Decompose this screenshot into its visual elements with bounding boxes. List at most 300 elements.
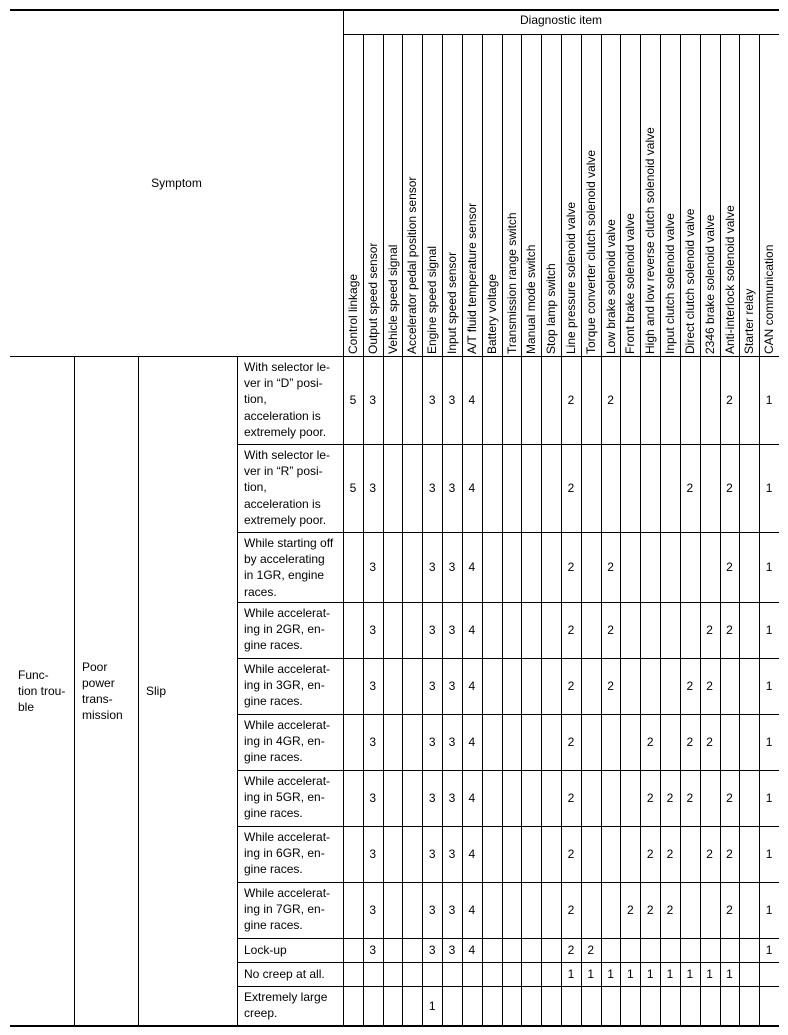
value-cell [343,714,363,770]
table-rule [237,882,779,883]
value-cell [759,962,779,986]
value-cell [343,658,363,714]
value-cell [521,826,541,882]
value-cell [640,658,660,714]
value-cell [620,770,640,826]
value-cell: 2 [646,847,654,861]
value-cell [383,356,403,444]
table-rule [541,34,542,1026]
value-cell: 1 [587,967,595,981]
value-cell [660,714,680,770]
column-header [561,34,581,356]
value-cell [541,658,561,714]
value-cell: 3 [369,847,377,861]
value-cell: 5 [349,481,357,495]
value-cell [720,986,740,1026]
value-cell [482,882,502,938]
table-rule [237,444,779,445]
column-header-label: Anti-interlock solenoid valve [722,205,737,354]
value-cell [739,602,759,658]
value-cell [383,714,403,770]
value-cell: 1 [765,847,773,861]
value-cell [601,444,621,532]
column-header-label: Front brake solenoid valve [623,213,638,354]
value-cell [700,356,720,444]
value-cell: 2 [567,481,575,495]
value-cell [521,532,541,602]
value-cell [482,938,502,962]
value-cell: 1 [765,560,773,574]
value-cell [383,602,403,658]
value-cell [660,986,680,1026]
column-header-label: Battery voltage [484,273,499,354]
value-cell [640,986,660,1026]
value-cell: 4 [468,679,476,693]
value-cell [383,770,403,826]
value-cell [700,532,720,602]
value-cell: 1 [765,481,773,495]
value-cell: 2 [567,791,575,805]
value-cell: 3 [428,481,436,495]
value-cell [739,770,759,826]
value-cell [363,986,383,1026]
value-cell [482,986,502,1026]
value-cell: 2 [726,791,733,805]
category-slip: Slip [146,684,167,698]
table-rule [422,34,423,1026]
value-cell [383,444,403,532]
column-header-label: Accelerator pedal position sensor [405,176,420,354]
value-cell [383,532,403,602]
value-cell [640,356,660,444]
value-cell [521,938,541,962]
table-rule [343,10,344,1026]
table-rule [237,714,779,715]
value-cell [680,882,700,938]
value-cell [581,986,601,1026]
value-cell [620,658,640,714]
value-cell: 3 [428,943,436,957]
value-cell [502,602,522,658]
table-rule [482,34,483,1026]
value-cell: 3 [369,560,377,574]
value-cell: 4 [468,623,476,637]
table-rule [10,356,779,357]
column-header-label: Starter relay [742,288,757,354]
column-header [759,34,779,356]
diagnostic-item-header: Diagnostic item [519,13,603,27]
table-rule [237,938,779,939]
column-header-label: Vehicle speed signal [385,244,400,354]
value-cell: 1 [765,791,773,805]
value-cell: 2 [726,623,733,637]
value-cell [383,938,403,962]
symptom-cell: No creep at all. [244,966,325,981]
value-cell: 4 [468,481,476,495]
value-cell [581,658,601,714]
value-cell: 2 [607,560,614,574]
value-cell [561,986,581,1026]
value-cell [640,444,660,532]
column-header-label: CAN communication [762,244,777,354]
value-cell [502,882,522,938]
column-header [343,34,363,356]
category-poor-power-transmission: Poor power trans- mission [82,660,123,722]
table-rule [660,34,661,1026]
value-cell [541,444,561,532]
value-cell [343,826,363,882]
value-cell: 4 [468,903,476,917]
symptom-cell: While accelerat- ing in 2GR, en- gine races. [244,606,331,653]
table-rule [237,770,779,771]
value-cell: 4 [468,393,476,407]
value-cell [739,962,759,986]
column-header [680,34,700,356]
value-cell [521,602,541,658]
symptom-header: Symptom [151,176,202,190]
value-cell [363,962,383,986]
value-cell [660,444,680,532]
value-cell [739,986,759,1026]
value-cell [402,532,422,602]
value-cell [402,962,422,986]
table-rule [620,34,621,1026]
value-cell [601,826,621,882]
table-rule [237,658,779,659]
value-cell: 2 [686,481,694,495]
value-cell [620,602,640,658]
value-cell [581,602,601,658]
value-cell [541,770,561,826]
symptom-cell: While accelerat- ing in 3GR, en- gine races. [244,662,331,709]
value-cell [482,658,502,714]
table-rule [237,356,238,1026]
value-cell: 4 [468,735,476,749]
value-cell: 1 [765,679,773,693]
symptom-cell: While starting off by accelerating in 1GR, engine races. [244,536,334,599]
table-rule [74,356,75,1026]
value-cell [739,658,759,714]
value-cell [620,532,640,602]
value-cell [601,770,621,826]
symptom-cell: Lock-up [244,942,287,957]
value-cell [343,770,363,826]
column-header [482,34,502,356]
value-cell [343,602,363,658]
value-cell [402,714,422,770]
value-cell [620,826,640,882]
value-cell: 3 [369,623,377,637]
value-cell: 2 [666,791,674,805]
value-cell [581,882,601,938]
value-cell [502,714,522,770]
value-cell [620,444,640,532]
value-cell: 1 [686,967,694,981]
value-cell [581,826,601,882]
value-cell [660,532,680,602]
value-cell: 3 [428,903,436,917]
column-header [660,34,680,356]
value-cell: 3 [448,847,456,861]
value-cell [739,356,759,444]
value-cell [601,938,621,962]
column-header [739,34,759,356]
value-cell: 2 [607,393,614,407]
value-cell [502,356,522,444]
value-cell: 3 [369,679,377,693]
column-header [541,34,561,356]
value-cell [482,602,502,658]
column-header-label: Stop lamp switch [544,263,559,354]
value-cell [521,770,541,826]
value-cell: 2 [567,735,575,749]
value-cell [680,938,700,962]
value-cell [343,962,363,986]
symptom-cell: While accelerat- ing in 5GR, en- gine races. [244,774,331,821]
value-cell [601,882,621,938]
value-cell [422,962,442,986]
column-header [720,34,740,356]
value-cell: 3 [369,481,377,495]
value-cell: 2 [607,623,614,637]
table-rule [640,34,641,1026]
value-cell: 2 [567,903,575,917]
value-cell: 3 [448,393,456,407]
table-rule [10,9,779,11]
table-rule [739,34,740,1026]
value-cell [660,602,680,658]
value-cell: 2 [706,735,713,749]
value-cell [402,882,422,938]
value-cell [620,356,640,444]
value-cell: 1 [607,967,614,981]
value-cell [482,770,502,826]
value-cell [521,356,541,444]
value-cell [581,444,601,532]
table-rule [10,1025,779,1027]
value-cell [739,938,759,962]
value-cell: 1 [646,967,654,981]
table-rule [759,34,760,1026]
value-cell [521,714,541,770]
value-cell: 2 [706,679,713,693]
value-cell [720,938,740,962]
value-cell: 1 [765,735,773,749]
value-cell [541,938,561,962]
value-cell [680,826,700,882]
column-header-label: Engine speed signal [425,245,440,354]
value-cell [541,882,561,938]
value-cell [482,444,502,532]
value-cell: 3 [428,393,436,407]
value-cell [620,714,640,770]
value-cell [720,658,740,714]
value-cell: 3 [448,735,456,749]
value-cell [541,356,561,444]
value-cell [739,882,759,938]
value-cell: 2 [706,623,713,637]
table-rule [237,826,779,827]
table-rule [138,356,139,1026]
table-rule [700,34,701,1026]
value-cell: 4 [468,943,476,957]
value-cell [502,986,522,1026]
value-cell: 2 [587,943,595,957]
category-function-trouble: Func- tion trou- ble [18,668,66,714]
table-rule [680,34,681,1026]
column-header-label: A/T fluid temperature sensor [464,202,479,354]
value-cell [402,658,422,714]
table-rule [601,34,602,1026]
table-rule [237,602,779,603]
column-header [601,34,621,356]
column-header [422,34,442,356]
value-cell [462,986,482,1026]
value-cell [402,938,422,962]
value-cell: 2 [646,903,654,917]
table-rule [561,34,562,1026]
value-cell [502,770,522,826]
column-header-label: Low brake solenoid valve [603,219,618,354]
value-cell: 2 [686,791,694,805]
value-cell [601,986,621,1026]
symptom-cell: With selector le- ver in “R” posi- tion, acceleration is extremely poor. [244,448,331,527]
value-cell: 3 [448,791,456,805]
value-cell: 2 [726,847,733,861]
value-cell [601,714,621,770]
value-cell: 3 [428,735,436,749]
value-cell [739,532,759,602]
value-cell: 3 [428,791,436,805]
value-cell: 3 [428,560,436,574]
value-cell: 5 [349,393,357,407]
value-cell [383,962,403,986]
value-cell [640,602,660,658]
value-cell [640,938,660,962]
value-cell [521,658,541,714]
value-cell: 2 [666,847,674,861]
value-cell [581,770,601,826]
column-header [402,34,422,356]
value-cell: 2 [686,679,694,693]
column-header [581,34,601,356]
value-cell [660,938,680,962]
table-rule [237,986,779,987]
value-cell: 3 [448,623,456,637]
table-rule [720,34,721,1026]
symptom-cell: While accelerat- ing in 7GR, en- gine races. [244,886,331,933]
value-cell [502,962,522,986]
value-cell [700,986,720,1026]
value-cell [660,356,680,444]
value-cell: 1 [428,999,436,1013]
value-cell [502,532,522,602]
value-cell [482,826,502,882]
table-rule [383,34,384,1026]
symptom-cell: While accelerat- ing in 6GR, en- gine races. [244,830,331,877]
value-cell: 3 [448,481,456,495]
value-cell: 3 [448,679,456,693]
value-cell [581,532,601,602]
value-cell: 2 [567,623,575,637]
value-cell: 4 [468,791,476,805]
value-cell: 3 [369,735,377,749]
value-cell [759,986,779,1026]
value-cell [541,826,561,882]
column-header [620,34,640,356]
value-cell [521,986,541,1026]
value-cell: 2 [567,560,575,574]
symptom-cell: Extremely large creep. [244,990,328,1021]
column-header [383,34,403,356]
column-header [442,34,462,356]
symptom-cell: With selector le- ver in “D” posi- tion, acceleration is extremely poor. [244,360,331,439]
column-header-label: Control linkage [346,273,360,354]
value-cell: 2 [567,679,575,693]
column-header [521,34,541,356]
value-cell: 2 [567,847,575,861]
table-rule [581,34,582,1026]
column-header-label: 2346 brake solenoid valve [702,214,717,354]
column-header-label: Output speed sensor [365,242,380,354]
value-cell [739,444,759,532]
value-cell [700,770,720,826]
column-header-label: Input clutch solenoid valve [663,213,678,354]
value-cell: 2 [726,481,733,495]
value-cell [541,602,561,658]
value-cell [343,986,363,1026]
value-cell: 2 [706,847,713,861]
value-cell [383,882,403,938]
value-cell [700,938,720,962]
value-cell [383,658,403,714]
column-header-label: Torque converter clutch solenoid valve [583,149,598,354]
value-cell: 2 [567,393,575,407]
value-cell [343,938,363,962]
value-cell: 2 [686,735,694,749]
value-cell [680,532,700,602]
table-rule [363,34,364,1026]
value-cell [402,444,422,532]
value-cell: 1 [706,967,713,981]
value-cell [660,658,680,714]
value-cell: 3 [369,393,377,407]
value-cell: 3 [428,623,436,637]
table-rule [462,34,463,1026]
value-cell: 1 [627,967,634,981]
value-cell [442,962,462,986]
column-header-label: Input speed sensor [445,251,460,354]
value-cell: 1 [726,967,733,981]
value-cell: 3 [448,560,456,574]
value-cell [640,532,660,602]
value-cell [680,602,700,658]
value-cell [402,770,422,826]
value-cell: 3 [428,847,436,861]
column-header [502,34,522,356]
value-cell [720,714,740,770]
value-cell [482,962,502,986]
value-cell [541,962,561,986]
value-cell [739,826,759,882]
value-cell: 4 [468,847,476,861]
value-cell: 3 [428,679,436,693]
value-cell [680,356,700,444]
value-cell [620,986,640,1026]
value-cell: 1 [765,943,773,957]
value-cell: 3 [369,943,377,957]
value-cell [739,714,759,770]
